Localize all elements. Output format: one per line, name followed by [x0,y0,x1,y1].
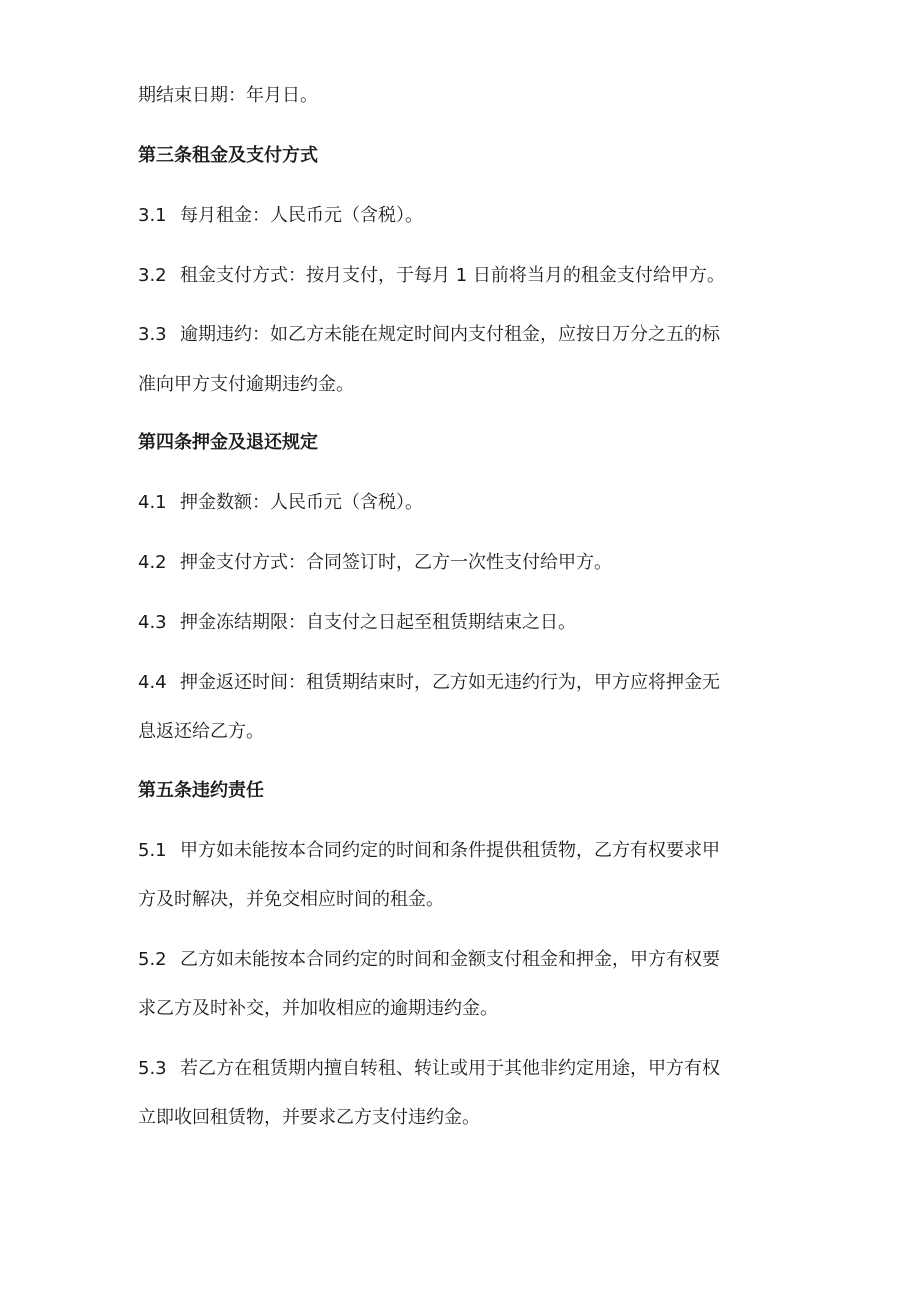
section-5-heading-text: 第五条违约责任 [138,780,264,801]
clause-text: 若乙方在租赁期内擅自转租、转让或用于其他非约定用途，甲方有权 [180,1058,720,1079]
clause-5-2-continued [138,997,498,1021]
clause-number: 4.4 [138,672,167,693]
clause-number: 4.3 [138,612,167,633]
clause-4-1 [138,491,423,515]
clause-number: 3.3 [138,324,167,345]
clause-4-3 [138,611,576,635]
clause-4-4-continued [138,720,264,744]
clause-text: 押金冻结期限：自支付之日起至租赁期结束之日。 [180,612,576,633]
clause-4-2 [138,551,612,575]
clause-text: 甲方如未能按本合同约定的时间和条件提供租赁物，乙方有权要求甲 [180,840,720,861]
clause-text: 准向甲方支付逾期违约金。 [138,374,354,395]
section-4-heading-text: 第四条押金及退还规定 [138,432,318,453]
section-4-heading [138,431,318,455]
clause-number: 3.2 [138,265,167,286]
clause-number: 5.2 [138,949,167,970]
section-5-heading [138,779,264,803]
clause-4-4 [138,671,720,695]
clause-number: 5.1 [138,840,167,861]
clause-number: 4.2 [138,552,167,573]
clause-text: 求乙方及时补交，并加收相应的逾期违约金。 [138,998,498,1019]
clause-text: 逾期违约：如乙方未能在规定时间内支付租金，应按日万分之五的标 [180,324,720,345]
clause-text: 方及时解决，并免交相应时间的租金。 [138,889,444,910]
clause-text: 押金支付方式：合同签订时，乙方一次性支付给甲方。 [180,552,612,573]
section-3-heading-text: 第三条租金及支付方式 [138,145,318,166]
clause-3-2 [138,264,725,288]
clause-3-1 [138,204,423,228]
clause-number: 3.1 [138,205,167,226]
clause-text: 租金支付方式：按月支付，于每月 1 日前将当月的租金支付给甲方。 [180,265,725,286]
clause-text: 立即收回租赁物，并要求乙方支付违约金。 [138,1107,480,1128]
clause-5-3 [138,1057,720,1081]
intro-line [138,84,318,108]
clause-5-1-continued [138,888,444,912]
clause-number: 4.1 [138,492,167,513]
section-3-heading [138,144,318,168]
clause-text: 每月租金：人民币元（含税）。 [180,205,423,226]
clause-text: 乙方如未能按本合同约定的时间和金额支付租金和押金，甲方有权要 [180,949,720,970]
intro-line-text: 期结束日期：年月日。 [138,85,318,106]
clause-5-3-continued [138,1106,480,1130]
clause-text: 押金返还时间：租赁期结束时，乙方如无违约行为，甲方应将押金无 [180,672,720,693]
clause-5-2 [138,948,720,972]
clause-number: 5.3 [138,1058,167,1079]
clause-3-3-continued [138,373,354,397]
clause-5-1 [138,839,720,863]
clause-text: 息返还给乙方。 [138,721,264,742]
clause-3-3 [138,323,720,347]
clause-text: 押金数额：人民币元（含税）。 [180,492,423,513]
